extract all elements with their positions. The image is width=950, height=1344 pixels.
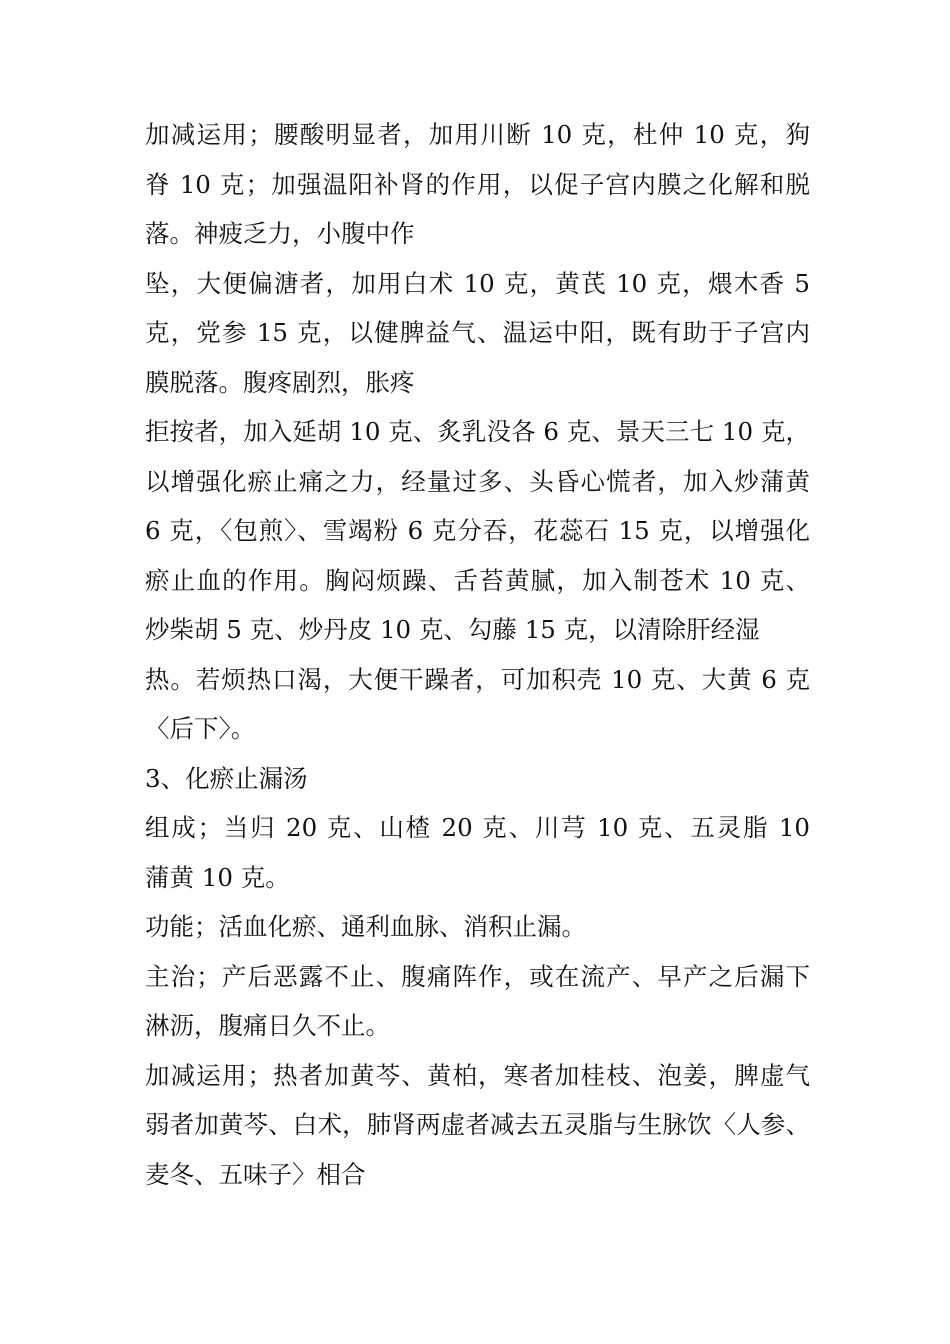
text-line: 〈后下〉。: [145, 714, 256, 743]
text-line: 淋沥，腹痛日久不止。: [145, 1011, 390, 1040]
text-line: 热。若烦热口渴，大便干躁者，可加积壳 10 克、大黄 6 克: [145, 664, 810, 694]
text-line: 炒柴胡 5 克、炒丹皮 10 克、勾藤 15 克，以清除肝经湿: [145, 615, 760, 644]
section-heading: 3、化瘀止漏汤: [145, 763, 308, 793]
text-line: 加减运用；热者加黄芩、黄柏，寒者加桂枝、泡姜，脾虚气: [145, 1060, 810, 1090]
text-line: 脊 10 克；加强温阳补肾的作用，以促子宫内膜之化解和脱: [145, 169, 810, 199]
text-line: 弱者加黄芩、白术，肺肾两虚者减去五灵脂与生脉饮〈人参、: [145, 1110, 810, 1139]
text-line: 加减运用；腰酸明显者，加用川断 10 克，杜仲 10 克，狗: [145, 120, 810, 149]
text-line: 落。神疲乏力，小腹中作: [145, 219, 415, 248]
text-line: 蒲黄 10 克。: [145, 862, 290, 892]
text-line: 麦冬、五味子〉相合: [145, 1159, 366, 1189]
text-line: 以增强化瘀止痛之力，经量过多、头昏心慌者，加入炒蒲黄: [145, 466, 810, 496]
text-line: 组成；当归 20 克、山楂 20 克、川芎 10 克、五灵脂 10: [145, 813, 810, 842]
text-line: 主治；产后恶露不止、腹痛阵作，或在流产、早产之后漏下: [145, 961, 810, 991]
text-line: 瘀止血的作用。胸闷烦躁、舌苔黄腻，加入制苍术 10 克、: [145, 565, 810, 595]
text-line: 克，党参 15 克，以健脾益气、温运中阳，既有助于子宫内: [145, 318, 810, 347]
text-line: 6 克，〈包煎〉、雪竭粉 6 克分吞，花蕊石 15 克，以增强化: [145, 516, 810, 545]
text-line: 功能；活血化瘀、通利血脉、消积止漏。: [145, 912, 586, 941]
text-line: 拒按者，加入延胡 10 克、炙乳没各 6 克、景天三七 10 克，: [145, 417, 810, 446]
document-body: [145, 110, 810, 1199]
text-line: 坠，大便偏溏者，加用白术 10 克，黄芪 10 克，煨木香 5: [145, 268, 810, 298]
text-line: 膜脱落。腹疼剧烈，胀疼: [145, 367, 415, 397]
